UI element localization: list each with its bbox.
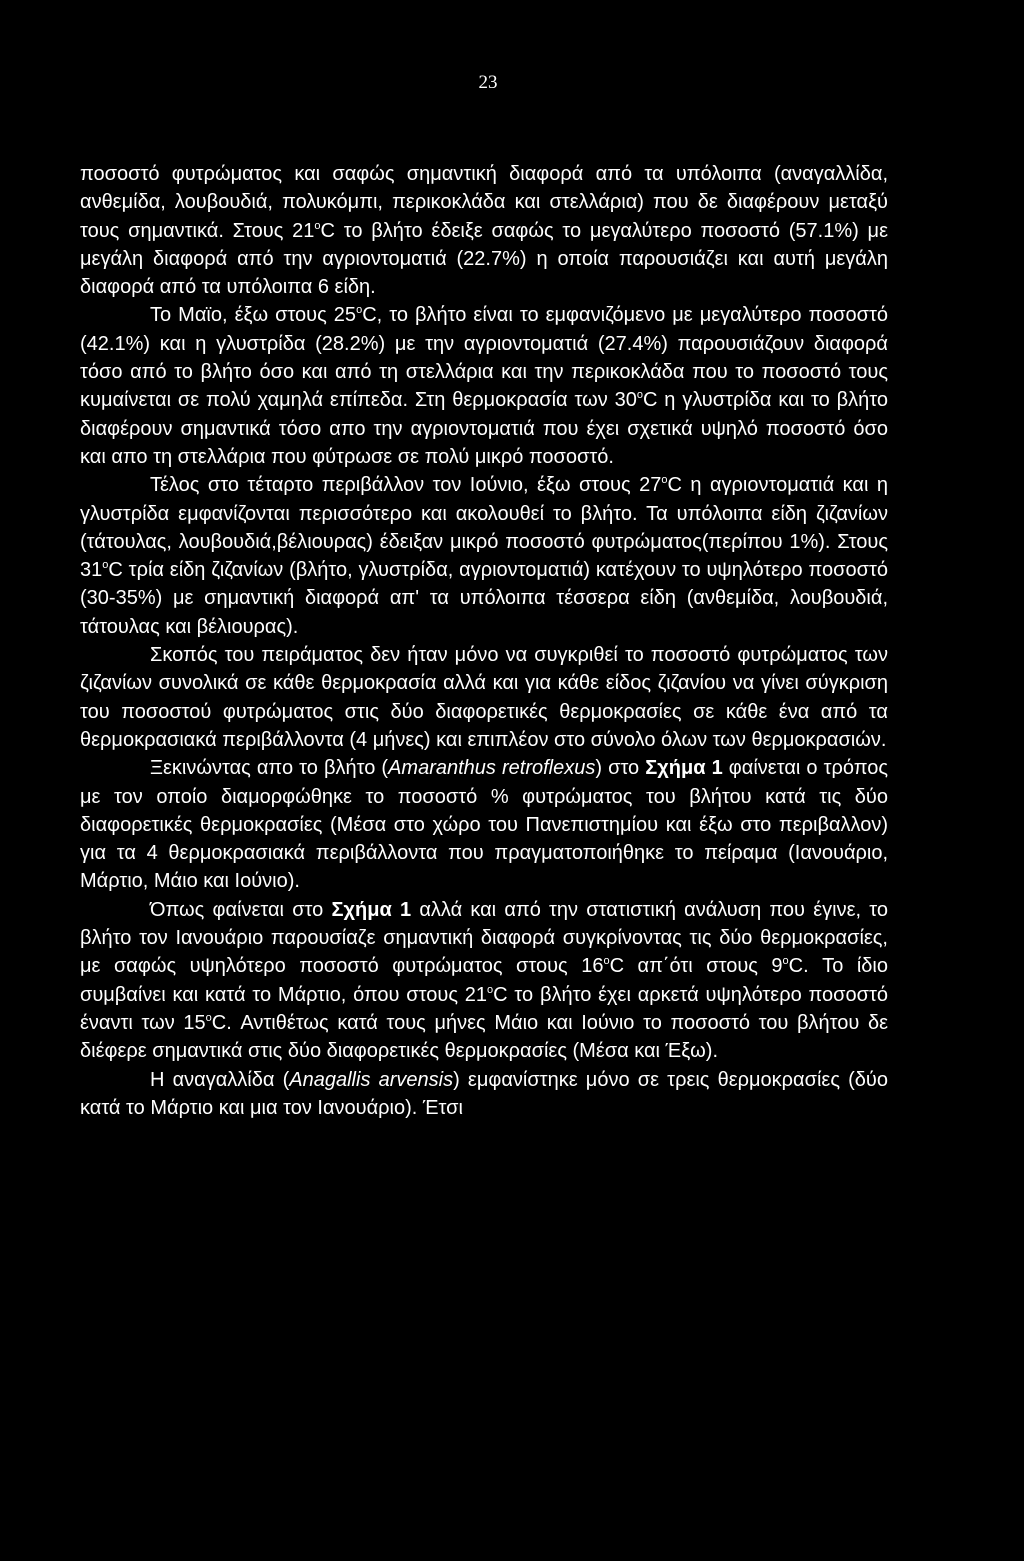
text-run: Το Μαϊο, έξω στους 25 — [150, 304, 357, 327]
degree-superscript: ο — [636, 389, 643, 402]
degree-superscript: ο — [782, 955, 789, 968]
paragraph — [80, 471, 888, 641]
text-run: C. Αντιθέτως κατά τους μήνες Μάιο και Ιούνιο το ποσοστό του βλήτου δε διέφερε σημαντικά στις δύο διαφορετικές θερμοκρασίες (Μέσα και Έξω). — [80, 1011, 888, 1063]
document-body — [80, 160, 888, 1122]
text-run: C το βλήτο έχει αρκετά υψηλότερο ποσοστό έναντι των 15 — [80, 983, 889, 1034]
text-run: C τρία είδη ζιζανίων (βλήτο, γλυστρίδα, αγριοντοματιά) κατέχουν το υψηλότερο ποσοστό (30-35%) με σημαντική διαφορά απ' τα υπόλοιπα τέσσερα είδη (ανθεμίδα, λουβουδιά, τάτουλας και βέλιουρας). — [80, 559, 888, 638]
text-run: Η αναγαλλίδα ( — [150, 1068, 290, 1091]
text-run: C. Το ίδιο συμβαίνει και κατά το Μάρτιο, όπου στους 21 — [80, 955, 888, 1006]
text-run: C η αγριοντοματιά και η γλυστρίδα εμφανίζονται περισσότερο και ακολουθεί το βλήτο. Τα υπόλοιπα είδη ζιζανίων (τάτουλας, λουβουδιά,βέλιουρας) έδειξαν μικρό ποσοστό φυτρώματος(περίπου 1%). Στους 31 — [80, 474, 888, 582]
degree-superscript: ο — [205, 1011, 212, 1024]
paragraph — [80, 641, 888, 754]
paragraph — [80, 896, 888, 1066]
text-run: C, το βλήτο είναι το εμφανιζόμενο με μεγαλύτερο ποσοστό (42.1%) και η γλυστρίδα (28.2%) με την αγριοντοματιά (27.4%) παρουσιάζουν διαφορά τόσο από το βλήτο όσο και από τη στελλάρια και την περικοκλάδα που το ποσοστό τους κυμαίνεται σε πολύ χαμηλά επίπεδα. Στη θερμοκρασία των 30 — [80, 304, 889, 412]
paragraph — [80, 160, 888, 301]
text-run: αλλά και από την στατιστική ανάλυση που έγινε, το βλήτο τον Ιανουάριο παρουσίαζε σημαντική διαφορά συγκρίνοντας τις δύο θερμοκρασίες, με σαφώς υψηλότερο ποσοστό φυτρώματος στους 16 — [80, 898, 888, 978]
text-run: C η γλυστρίδα και το βλήτο διαφέρουν σημαντικά τόσο απο την αγριοντοματιά που έχει σχετικά υψηλό ποσοστό όσο και απο τη στελλάρια που φύτρωσε σε πολύ μικρό ποσοστό. — [80, 389, 889, 468]
degree-superscript: ο — [314, 219, 321, 232]
degree-superscript: ο — [603, 955, 610, 968]
text-run: φαίνεται ο τρόπος με τον οποίο διαμορφώθηκε το ποσοστό % φυτρώματος του βλήτου κατά τις δύο διαφορετικές θερμοκρασίες (Μέσα στο χώρο του Πανεπιστημίου και έξω στο περιβαλλον) για τα 4 θερμοκρασιακά περιβάλλοντα που πραγματοποιήθηκε το πείραμα (Ιανουάριο, Μάρτιο, Μάιο και Ιούνιο). — [80, 757, 888, 893]
degree-superscript: ο — [487, 983, 494, 996]
text-run: Σκοπός του πειράματος δεν ήταν μόνο να συγκριθεί το ποσοστό φυτρώματος των ζιζανίων συνολικά σε κάθε θερμοκρασία αλλά και για κάθε είδος ζιζανίου να γίνει σύγκριση του ποσοστού φυτρώματος στις δύο διαφορετικές θερμοκρασίες σε κάθε ένα από τα θερμοκρασιακά περιβάλλοντα (4 μήνες) και επιπλέον στο σύνολο όλων των θερμοκρασιών. — [80, 644, 888, 751]
text-run: ) στο — [595, 757, 646, 780]
text-run: Ξεκινώντας απο το βλήτο ( — [150, 757, 389, 780]
text-run: ποσοστό φυτρώματος και σαφώς σημαντική διαφορά από τα υπόλοιπα (αναγαλλίδα, ανθεμίδα, λουβουδιά, πολυκόμπι, περικοκλάδα και στελλάρια) που δε διαφέρουν μεταξύ τους σημαντικά. Στους 21 — [80, 163, 888, 242]
degree-superscript: ο — [102, 559, 109, 572]
paragraph — [80, 1066, 888, 1123]
figure-reference: Σχήμα 1 — [645, 757, 723, 780]
figure-reference: Σχήμα 1 — [331, 898, 412, 921]
text-run: ) εμφανίστηκε μόνο σε τρεις θερμοκρασίες (δύο κατά το Μάρτιο και μια τον Ιανουάριο). Έτσι — [80, 1068, 888, 1119]
text-run: Τέλος στο τέταρτο περιβάλλον τον Ιούνιο, έξω στους 27 — [150, 474, 662, 497]
text-run: C απ΄ότι στους 9 — [609, 955, 783, 978]
degree-superscript: ο — [661, 474, 668, 487]
text-run: C το βλήτο έδειξε σαφώς το μεγαλύτερο ποσοστό (57.1%) με μεγάλη διαφορά από την αγριοντοματιά (22.7%) η οποία παρουσιάζει και αυτή μεγάλη διαφορά από τα υπόλοιπα 6 είδη. — [80, 219, 888, 299]
species-name: Anagallis arvensis — [289, 1068, 454, 1091]
paragraph — [80, 754, 888, 895]
page-number: 23 — [478, 72, 498, 93]
species-name: Amaranthus retroflexus — [388, 757, 596, 780]
degree-superscript: ο — [356, 304, 363, 317]
paragraph — [80, 301, 888, 471]
text-run: Όπως φαίνεται στο — [150, 898, 332, 921]
